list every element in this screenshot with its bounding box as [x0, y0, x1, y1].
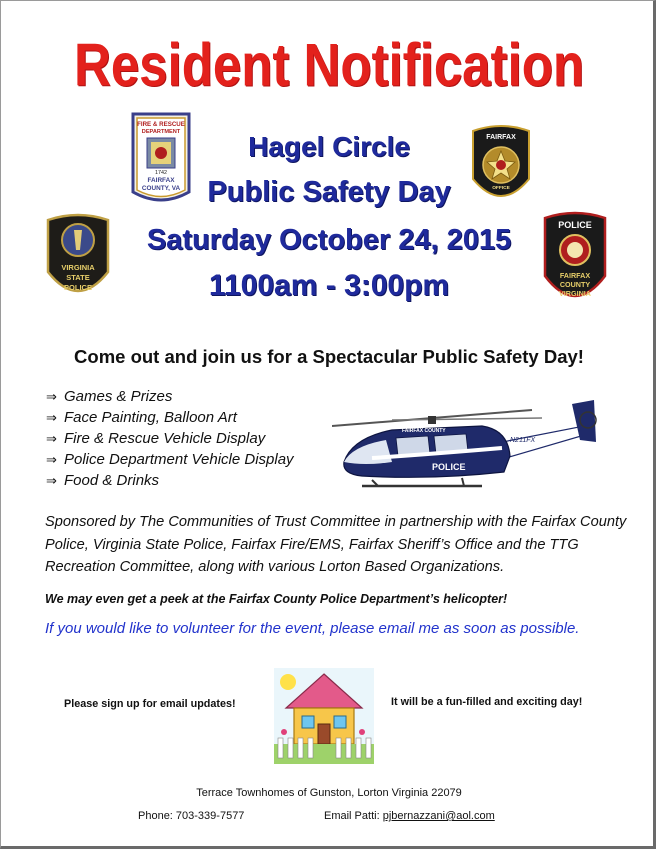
- helicopter-label-tail: N211FX: [510, 437, 536, 444]
- email-line: [324, 810, 495, 822]
- event-location: Hagel Circle: [248, 131, 410, 162]
- arrow-icon: ⇒: [46, 431, 57, 446]
- fire-badge-line3: FAIRFAX: [147, 177, 175, 184]
- event-name: Public Safety Day: [207, 176, 451, 208]
- list-item: ⇒ Games & Prizes: [46, 388, 173, 405]
- arrow-icon: ⇒: [46, 452, 57, 467]
- phone-text: Phone: 703-339-7577: [138, 810, 245, 822]
- activities-list: [46, 386, 294, 491]
- county-police-line3: VIRGINIA: [559, 289, 591, 298]
- address: Terrace Townhomes of Gunston, Lorton Virginia 22079: [196, 787, 462, 799]
- fire-badge-line1: FIRE & RESCUE: [137, 121, 185, 128]
- sponsor-text: Sponsored by The Communities of Trust Committee in partnership with the Fairfax County Police, Virginia State Police, Fairfax Fire/EMS, Fairfax Sheriff’s Office and the TTG Recreation Committee, along with various Lorton Based Organizations.: [45, 514, 627, 575]
- helicopter-note: We may even get a peek at the Fairfax County Police Department’s helicopter!: [45, 592, 508, 606]
- list-item: ⇒ Fire & Rescue Vehicle Display: [46, 430, 266, 447]
- arrow-icon: ⇒: [46, 410, 57, 425]
- volunteer-text: If you would like to volunteer for the event, please email me as soon as possible.: [45, 620, 580, 637]
- fire-rescue-badge: [129, 110, 193, 208]
- page-title: Resident Notification: [73, 31, 585, 99]
- helicopter-label-side: POLICE: [432, 462, 466, 472]
- county-police-line2: COUNTY: [559, 280, 591, 289]
- state-police-line3: POLICE: [64, 283, 92, 292]
- list-item: ⇒ Food & Drinks: [46, 472, 160, 489]
- county-police-top: POLICE: [558, 220, 592, 230]
- sheriff-badge-top: FAIRFAX: [486, 134, 516, 141]
- fire-badge-line4: COUNTY, VA: [141, 185, 181, 192]
- state-police-badge: [46, 210, 110, 308]
- list-item: ⇒ Police Department Vehicle Display: [46, 451, 294, 468]
- state-police-line1: VIRGINIA: [61, 263, 95, 272]
- event-time: 1100am - 3:00pm: [208, 269, 450, 302]
- tagline: Come out and join us for a Spectacular Public Safety Day!: [74, 346, 584, 367]
- fire-badge-line2: DEPARTMENT: [141, 129, 181, 135]
- arrow-icon: ⇒: [46, 389, 57, 404]
- county-police-badge: [543, 210, 607, 312]
- helicopter-image: [332, 396, 602, 494]
- fire-badge-year: 1742: [155, 170, 167, 176]
- helicopter-label-top: FAIRFAX COUNTY: [402, 428, 446, 434]
- email-link[interactable]: pjbernazzani@aol.com: [382, 810, 495, 822]
- sheriff-badge: [469, 121, 533, 207]
- house-drawing: [274, 668, 374, 764]
- state-police-line2: STATE: [66, 273, 90, 282]
- fun-text: It will be a fun-filled and exciting day!: [391, 696, 583, 708]
- email-label: Email Patti:: [324, 810, 380, 822]
- county-police-line1: FAIRFAX: [559, 271, 591, 280]
- sheriff-badge-bottom: OFFICE: [492, 186, 510, 191]
- list-item: ⇒ Face Painting, Balloon Art: [46, 409, 237, 426]
- signup-text: Please sign up for email updates!: [64, 698, 236, 710]
- arrow-icon: ⇒: [46, 473, 57, 488]
- event-date: Saturday October 24, 2015: [146, 224, 512, 256]
